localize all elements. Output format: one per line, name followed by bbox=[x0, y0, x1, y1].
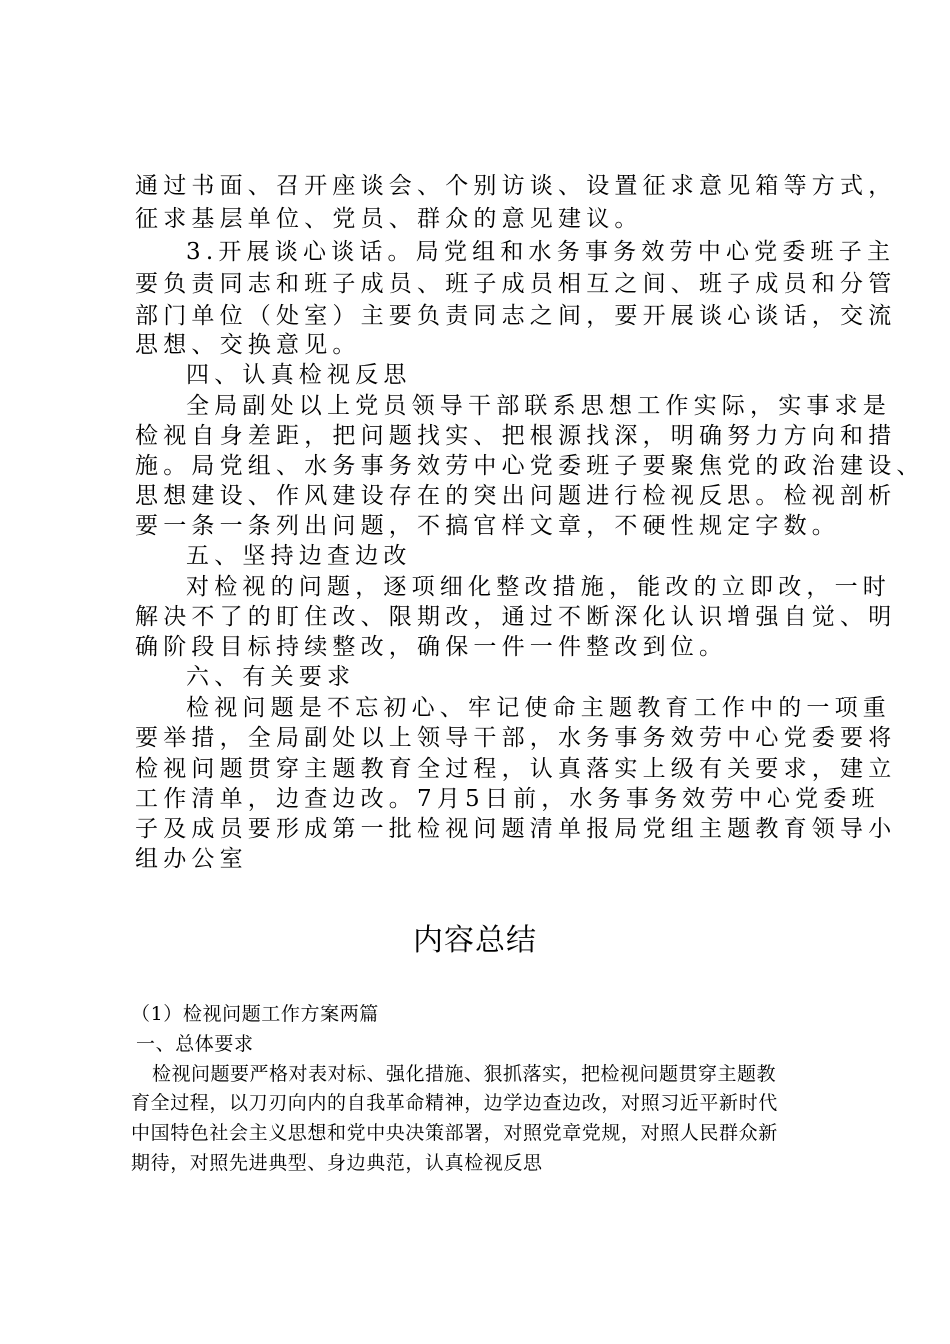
body-line: 组办公室 bbox=[135, 846, 248, 872]
body-line: 检视问题贯穿主题教育全过程，认真落实上级有关要求，建立 bbox=[135, 756, 897, 782]
body-line: 解决不了的盯住改、限期改，通过不断深化认识增强自觉、明 bbox=[135, 604, 897, 630]
body-line: 3.开展谈心谈话。局党组和水务事务效劳中心党委班子主 bbox=[186, 239, 896, 265]
summary-line: 期待，对照先进典型、身边典范，认真检视反思 bbox=[131, 1152, 543, 1174]
body-line: 对检视的问题，逐项细化整改措施，能改的立即改，一时 bbox=[186, 574, 891, 600]
body-line: 子及成员要形成第一批检视问题清单报局党组主题教育领导小 bbox=[135, 816, 897, 842]
body-line: 工作清单，边查边改。7月5日前，水务事务效劳中心党委班 bbox=[135, 786, 880, 812]
body-line: 部门单位（处室）主要负责同志之间，要开展谈心谈话，交流 bbox=[135, 303, 897, 329]
summary-line: （1）检视问题工作方案两篇 bbox=[131, 1003, 379, 1025]
section-heading: 四、认真检视反思 bbox=[186, 362, 412, 388]
section-heading: 五、坚持边查边改 bbox=[186, 543, 412, 569]
summary-line: 中国特色社会主义思想和党中央决策部署，对照党章党规，对照人民群众新 bbox=[131, 1122, 778, 1144]
body-line: 思想建设、作风建设存在的突出问题进行检视反思。检视剖析 bbox=[135, 483, 897, 509]
summary-heading: 一、总体要求 bbox=[136, 1033, 254, 1055]
body-line: 要一条一条列出问题，不搞官样文章，不硬性规定字数。 bbox=[135, 513, 840, 539]
summary-line: 育全过程，以刀刃向内的自我革命精神，边学边查边改，对照习近平新时代 bbox=[131, 1092, 778, 1114]
section-heading: 六、有关要求 bbox=[186, 664, 356, 690]
body-line: 要举措，全局副处以上领导干部，水务事务效劳中心党委要将 bbox=[135, 725, 897, 751]
body-line: 全局副处以上党员领导干部联系思想工作实际，实事求是 bbox=[186, 393, 891, 419]
body-line: 确阶段目标持续整改，确保一件一件整改到位。 bbox=[135, 634, 728, 660]
body-line: 检视自身差距，把问题找实、把根源找深，明确努力方向和措 bbox=[135, 423, 897, 449]
body-line: 通过书面、召开座谈会、个别访谈、设置征求意见箱等方式， bbox=[135, 173, 897, 199]
body-line: 施。局党组、水务事务效劳中心党委班子要聚焦党的政治建设、 bbox=[135, 453, 925, 479]
summary-title: 内容总结 bbox=[413, 923, 537, 958]
body-line: 思想、交换意见。 bbox=[135, 332, 361, 358]
body-line: 要负责同志和班子成员、班子成员相互之间、班子成员和分管 bbox=[135, 271, 897, 297]
body-line: 征求基层单位、党员、群众的意见建议。 bbox=[135, 206, 643, 232]
body-line: 检视问题是不忘初心、牢记使命主题教育工作中的一项重 bbox=[186, 695, 891, 721]
summary-line: 检视问题要严格对表对标、强化措施、狠抓落实，把检视问题贯穿主题教 bbox=[152, 1063, 777, 1085]
